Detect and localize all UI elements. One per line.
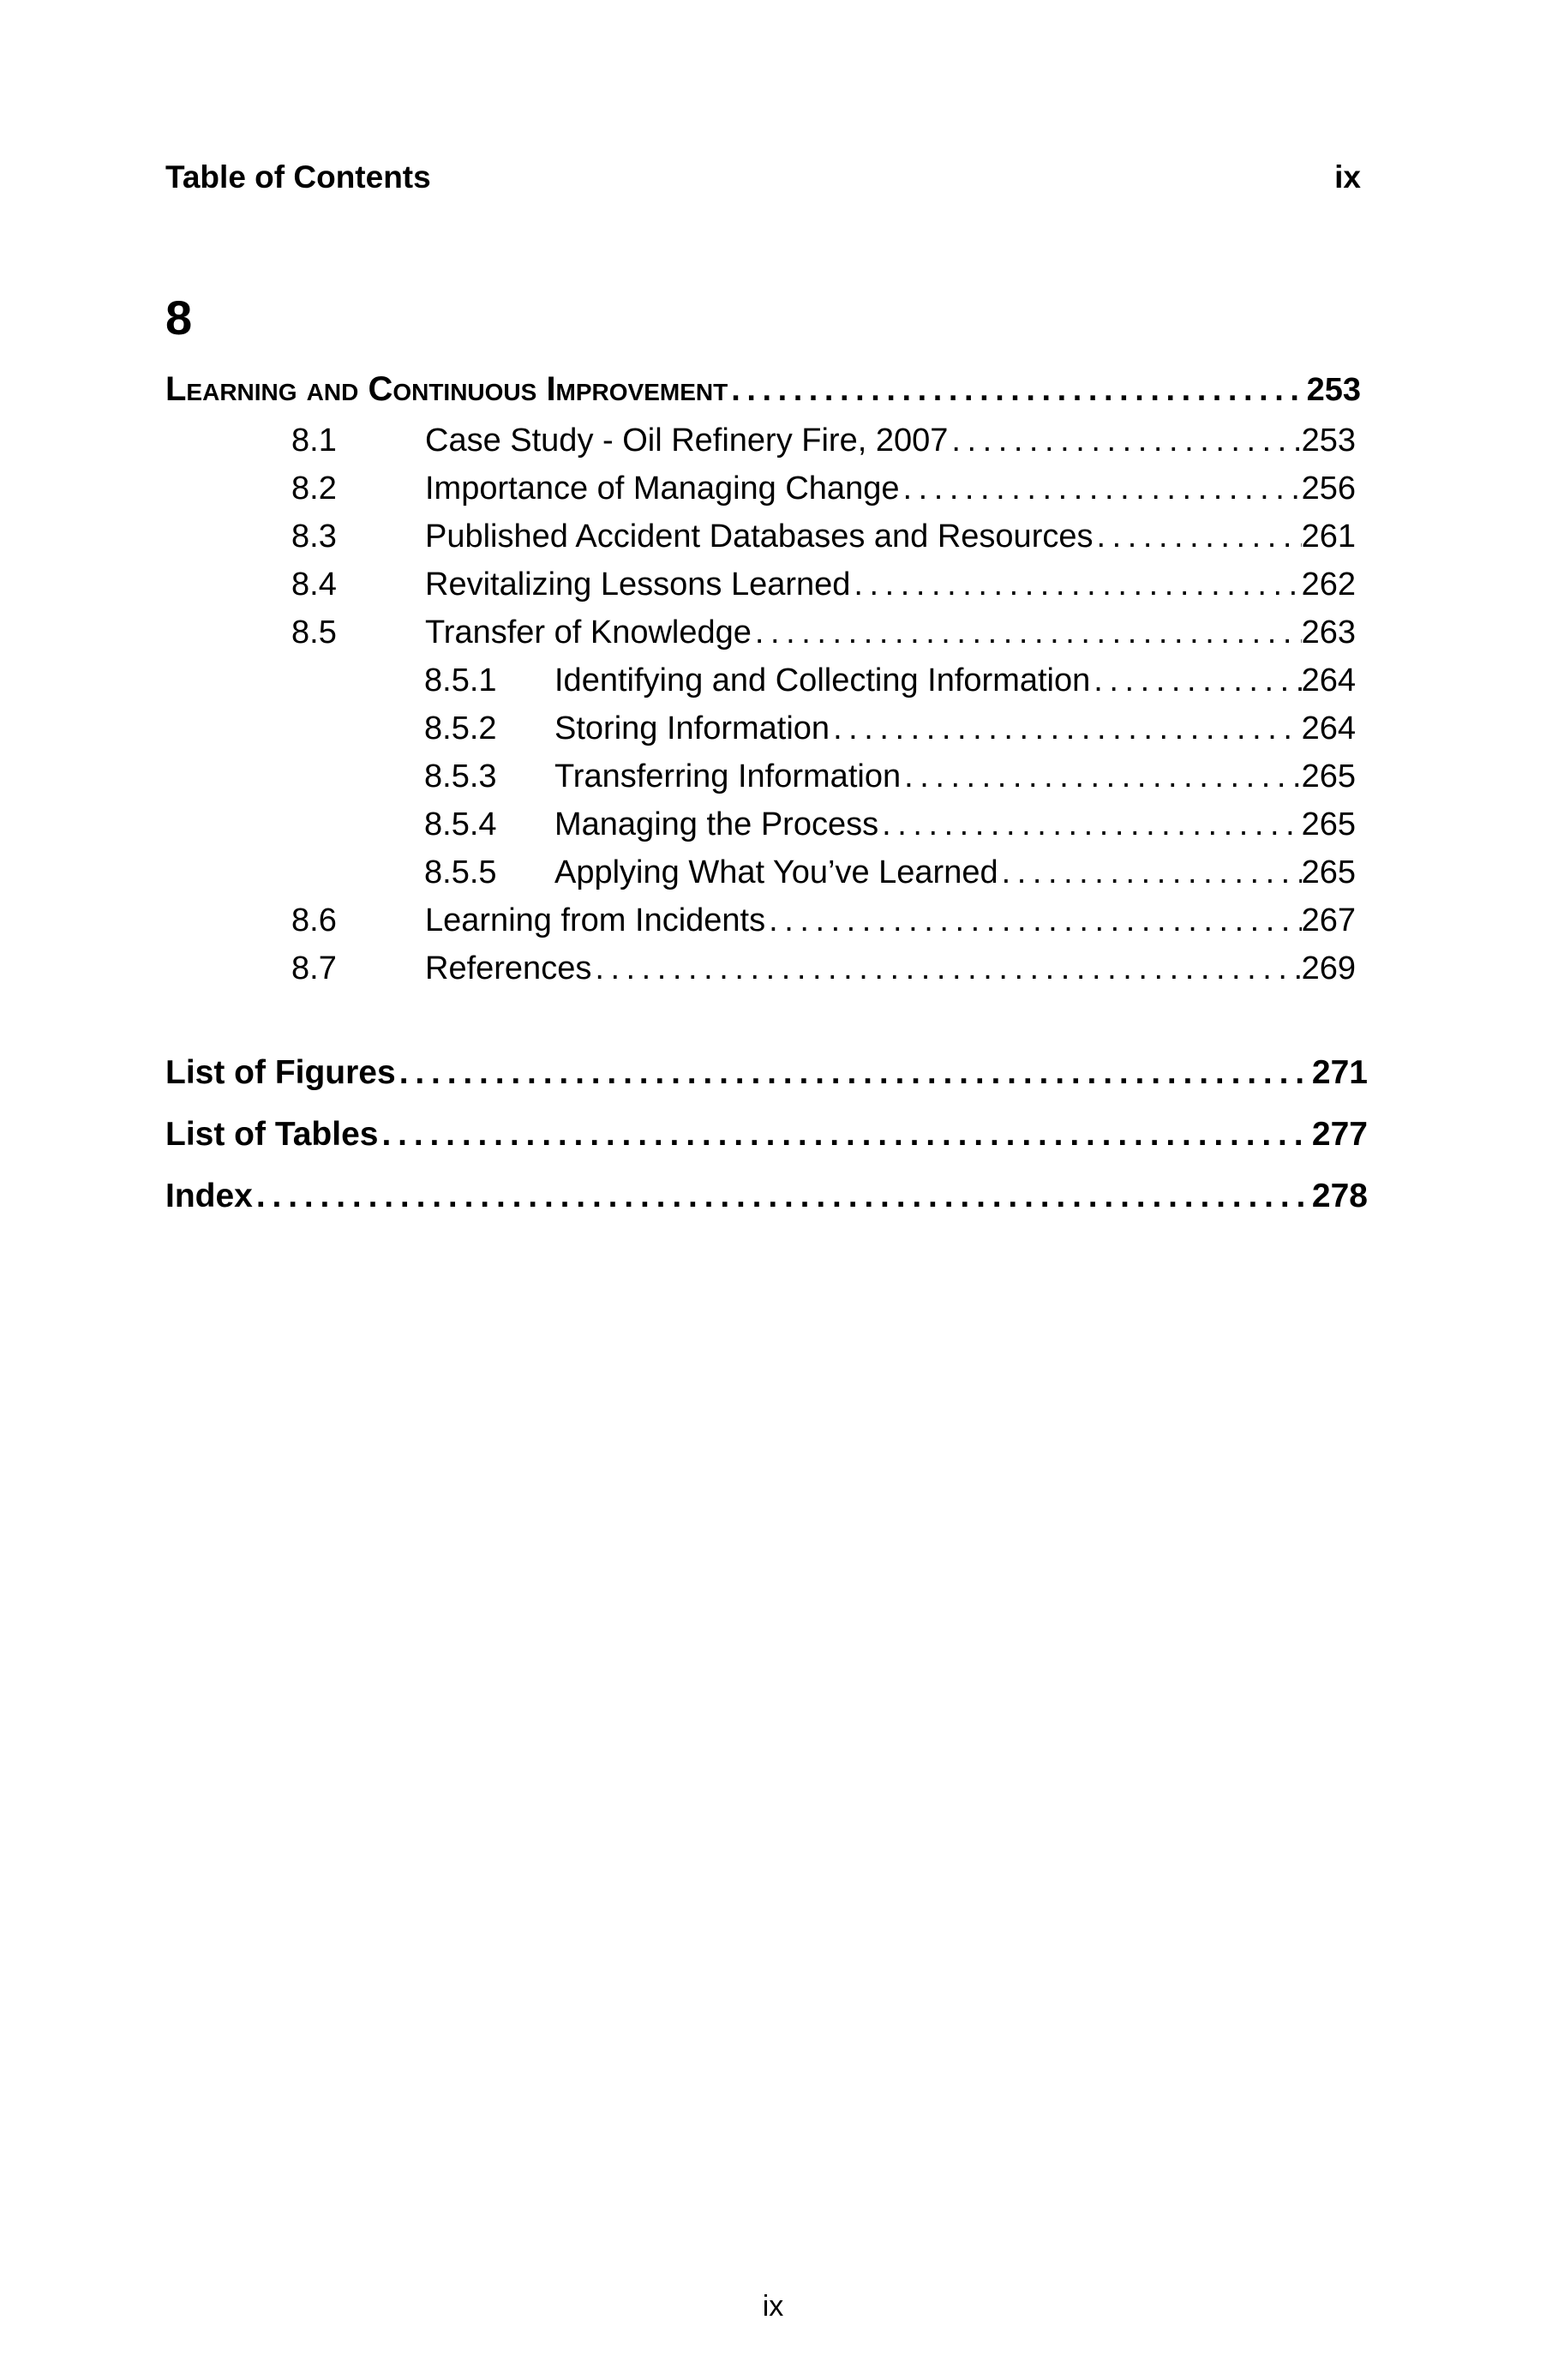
toc-subsection-entry[interactable]	[424, 806, 1356, 843]
subsection-page: 264	[1301, 662, 1356, 698]
dot-leader	[591, 950, 1301, 987]
back-matter-page: 277	[1311, 1116, 1368, 1153]
section-page: 269	[1301, 950, 1356, 986]
toc-chapter-title: Learning and Continuous Improvement	[165, 370, 728, 408]
toc-subsection-entry[interactable]	[424, 710, 1356, 747]
subsection-title: Managing the Process	[554, 806, 879, 842]
section-page: 261	[1301, 519, 1356, 555]
section-page: 253	[1301, 423, 1356, 459]
section-title: Case Study - Oil Refinery Fire, 2007	[425, 423, 949, 459]
section-title: Learning from Incidents	[425, 902, 766, 938]
subsection-page: 265	[1301, 854, 1356, 890]
toc-section-entry[interactable]	[291, 614, 1356, 651]
section-page: 256	[1301, 471, 1356, 507]
dot-leader	[878, 806, 1301, 843]
page-number-footer: ix	[762, 2290, 784, 2323]
subsection-page: 264	[1301, 710, 1356, 746]
section-number: 8.3	[291, 519, 337, 555]
toc-chapter-page: 253	[1306, 372, 1361, 408]
toc-section-entry[interactable]	[291, 471, 1356, 507]
toc-section-entry[interactable]	[291, 567, 1356, 603]
back-matter-page: 271	[1311, 1054, 1368, 1091]
subsection-number: 8.5.1	[424, 662, 497, 698]
back-matter-title: List of Tables	[165, 1116, 379, 1153]
subsection-title: Identifying and Collecting Information	[554, 662, 1091, 698]
section-title: References	[425, 950, 592, 986]
section-number: 8.6	[291, 902, 337, 938]
subsection-page: 265	[1301, 806, 1356, 842]
dot-leader	[253, 1178, 1312, 1215]
section-number: 8.1	[291, 423, 337, 459]
dot-leader	[765, 902, 1301, 939]
toc-subsection-entry[interactable]	[424, 854, 1356, 891]
dot-leader	[728, 372, 1306, 409]
dot-leader	[1093, 519, 1301, 555]
toc-chapter-entry[interactable]	[165, 370, 1361, 409]
section-title: Transfer of Knowledge	[425, 614, 752, 650]
subsection-number: 8.5.3	[424, 758, 497, 794]
toc-list-of-figures[interactable]	[165, 1054, 1368, 1092]
section-number: 8.4	[291, 567, 337, 602]
section-number: 8.5	[291, 614, 337, 650]
toc-section-entry[interactable]	[291, 423, 1356, 459]
toc-section-entry[interactable]	[291, 902, 1356, 939]
subsection-title: Transferring Information	[554, 758, 902, 794]
subsection-number: 8.5.4	[424, 806, 497, 842]
subsection-title: Applying What You’ve Learned	[554, 854, 998, 890]
subsection-number: 8.5.2	[424, 710, 497, 746]
back-matter-page: 278	[1311, 1178, 1368, 1214]
section-page: 262	[1301, 567, 1356, 602]
section-page: 263	[1301, 614, 1356, 650]
toc-subsection-entry[interactable]	[424, 662, 1356, 699]
dot-leader	[396, 1054, 1312, 1092]
section-number: 8.7	[291, 950, 337, 986]
dot-leader	[850, 567, 1301, 603]
back-matter-title: Index	[165, 1178, 253, 1214]
dot-leader	[901, 758, 1302, 795]
toc-index[interactable]	[165, 1178, 1368, 1215]
toc-list-of-tables[interactable]	[165, 1116, 1368, 1154]
dot-leader	[998, 854, 1302, 891]
dot-leader	[830, 710, 1302, 747]
running-header	[165, 159, 1361, 202]
dot-leader	[378, 1116, 1311, 1154]
section-number: 8.2	[291, 471, 337, 507]
dot-leader	[1090, 662, 1301, 699]
section-title: Revitalizing Lessons Learned	[425, 567, 851, 602]
chapter-number: 8	[165, 291, 193, 345]
running-header-page: ix	[1334, 159, 1361, 195]
section-page: 267	[1301, 902, 1356, 938]
dot-leader	[948, 423, 1301, 459]
section-title: Importance of Managing Change	[425, 471, 900, 507]
dot-leader	[752, 614, 1302, 651]
dot-leader	[899, 471, 1301, 507]
toc-section-entry[interactable]	[291, 519, 1356, 555]
toc-subsection-entry[interactable]	[424, 758, 1356, 795]
toc-section-entry[interactable]	[291, 950, 1356, 987]
back-matter-title: List of Figures	[165, 1054, 396, 1091]
subsection-number: 8.5.5	[424, 854, 497, 890]
subsection-title: Storing Information	[554, 710, 830, 746]
section-title: Published Accident Databases and Resources	[425, 519, 1094, 555]
running-header-title: Table of Contents	[165, 159, 431, 195]
subsection-page: 265	[1301, 758, 1356, 794]
